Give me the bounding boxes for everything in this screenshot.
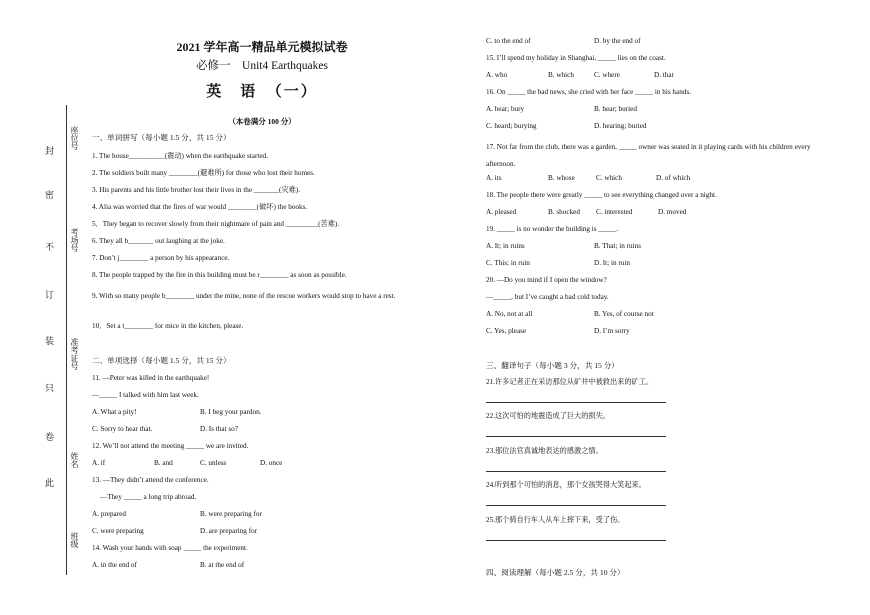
exam-room-label: 座位号 [70,126,79,150]
class-label: 班级 [70,532,79,548]
option-20b: B. Yes, of course not [594,310,654,318]
question-25: 25.那个骑自行车人从车上摔下来，受了伤。 [486,516,625,524]
question-15: 15. I’ll spend my holiday in Shanghai, _____ lies on the coast. [486,54,666,62]
option-12b: B. and [154,459,173,467]
section1-heading: 一、单词拼写（每小题 1.5 分，共 15 分） [92,133,231,142]
option-12c: C. unless [200,459,227,467]
section4-heading: 四、阅读理解（每小题 2.5 分，共 10 分） [486,568,625,577]
question-22: 22.这次可怕的地震造成了巨大的损失。 [486,412,610,420]
question-23: 23.那位法官真诚地表达的感激之情。 [486,447,603,455]
option-11b: B. I beg your pardon. [200,408,262,416]
option-19d: D. It; in ruin [594,259,630,267]
exam-subtitle: 必修一 Unit4 Earthquakes [196,60,328,72]
option-17b: B. whose [548,174,575,182]
question-20: 20. —Do you mind if I open the window? [486,276,607,284]
option-13d: D. are preparing for [200,527,258,535]
question-7: 7. Don’t j________ a person by his appearance. [92,254,230,262]
section3-heading: 三、翻译句子（每小题 3 分，共 15 分） [486,361,619,370]
option-11c: C. Sorry to hear that. [92,425,153,433]
option-17d: D. of which [656,174,691,182]
option-14a: A. in the end of [92,561,137,569]
seal-char: 装 [44,336,54,345]
left-page [92,0,432,615]
question-8: 8. The people trapped by the fire in this building must be r________ as soon as possible. [92,271,347,279]
seal-char: 密 [44,190,54,199]
question-13: 13. —They didn’t attend the conference. [92,476,209,484]
question-11-reply: —_____ I talked with him last week. [92,391,199,399]
option-15d: D. that [654,71,674,79]
question-21: 21.许多记者正在采访那位从矿井中被救出来的矿工。 [486,378,654,386]
option-17a: A. its [486,174,502,182]
option-15c: C. where [594,71,620,79]
question-10: 10．Set a t________ for mice in the kitchen, please. [92,322,244,330]
question-17: 17. Not far from the club, there was a garden, _____ owner was seated in it playing cards with his children every afternoon. [486,143,811,168]
seal-char: 卷 [44,432,54,441]
question-9: 9. With so many people b________ under the mine, none of the rescue workers would stop to have a rest. [92,292,396,300]
option-19a: A. It; in ruins [486,242,525,250]
option-18a: A. pleased [486,208,517,216]
exam-site-label: 考场号 [70,228,79,252]
option-19c: C. This; in ruin [486,259,530,267]
option-12d: D. once [260,459,283,467]
option-19b: B. That; in ruins [594,242,641,250]
option-15a: A. who [486,71,508,79]
question-4: 4. Alia was worried that the fires of war would ________(破坏) the books. [92,203,308,211]
question-24: 24.听到那个可怕的消息，那个女孩哭得大笑起来。 [486,481,646,489]
exam-title: 2021 学年高一精品单元模拟试卷 [176,40,348,54]
section2-heading: 二、单项选择（每小题 1.5 分，共 15 分） [92,356,231,365]
option-14d: D. by the end of [594,37,641,45]
question-12: 12. We’ll not attend the meeting _____ we are invited. [92,442,249,450]
right-page [486,0,836,615]
name-label: 姓名 [70,452,79,468]
option-18d: D. moved [658,208,687,216]
question-19: 19. _____ is no wonder the building is _____. [486,225,619,233]
seal-char: 订 [44,290,54,299]
question-1: 1. The house__________(震动) when the earthquake started. [92,152,268,160]
option-11a: A. What a pity! [92,408,137,416]
answer-line[interactable] [486,540,666,541]
option-14c: C. to the end of [486,37,531,45]
option-16d: D. hearing; buried [594,122,647,130]
option-16a: A. hear; bury [486,105,525,113]
binding-line [66,105,67,575]
question-11: 11. —Peter was killed in the earthquake! [92,374,210,382]
score-note: （本卷满分 100 分） [228,117,296,126]
option-20c: C. Yes, please [486,327,527,335]
answer-line[interactable] [486,402,666,403]
option-18b: B. shocked [548,208,580,216]
question-2: 2. The soldiers built many ________(避难所) for those who lost their homes. [92,169,315,177]
subject-title: 英 语 （一） [206,84,318,100]
seal-char: 只 [44,383,54,392]
answer-line[interactable] [486,505,666,506]
option-13c: C. were preparing [92,527,144,535]
question-14: 14. Wash your hands with soap _____ the experiment. [92,544,248,552]
option-18c: C. interested [596,208,633,216]
option-20d: D. I’m sorry [594,327,630,335]
answer-line[interactable] [486,436,666,437]
question-13-reply: —They _____ a long trip abroad. [100,493,197,501]
seal-char: 封 [44,146,54,155]
option-15b: B. which [548,71,574,79]
question-3: 3. His parents and his little brother lost their lives in the _______(灾难). [92,186,301,194]
option-14b: B. at the end of [200,561,245,569]
answer-line[interactable] [486,471,666,472]
seal-char: 此 [44,478,54,487]
option-16c: C. heard; burying [486,122,537,130]
option-16b: B. hear; buried [594,105,637,113]
question-16: 16. On _____ the bad news, she cried with her face _____ in his hands. [486,88,691,96]
binding-margin [0,0,80,615]
option-13b: B. were preparing for [200,510,262,518]
question-18: 18. The people there were greatly _____ to see everything changed over a night. [486,191,717,199]
ticket-label: 准考证号 [70,338,79,370]
option-13a: A. prepared [92,510,126,518]
question-6: 6. They all b_______ out laughing at the joke. [92,237,225,245]
seal-char: 不 [44,242,54,251]
option-12a: A. if [92,459,106,467]
option-11d: D. Is that so? [200,425,238,433]
question-5: 5．They began to recover slowly from their nightmare of pain and _________(苦难). [92,220,340,228]
question-20-reply: —_____, but I’ve caught a bad cold today. [486,293,609,301]
option-20a: A. No, not at all [486,310,533,318]
option-17c: C. which [596,174,622,182]
